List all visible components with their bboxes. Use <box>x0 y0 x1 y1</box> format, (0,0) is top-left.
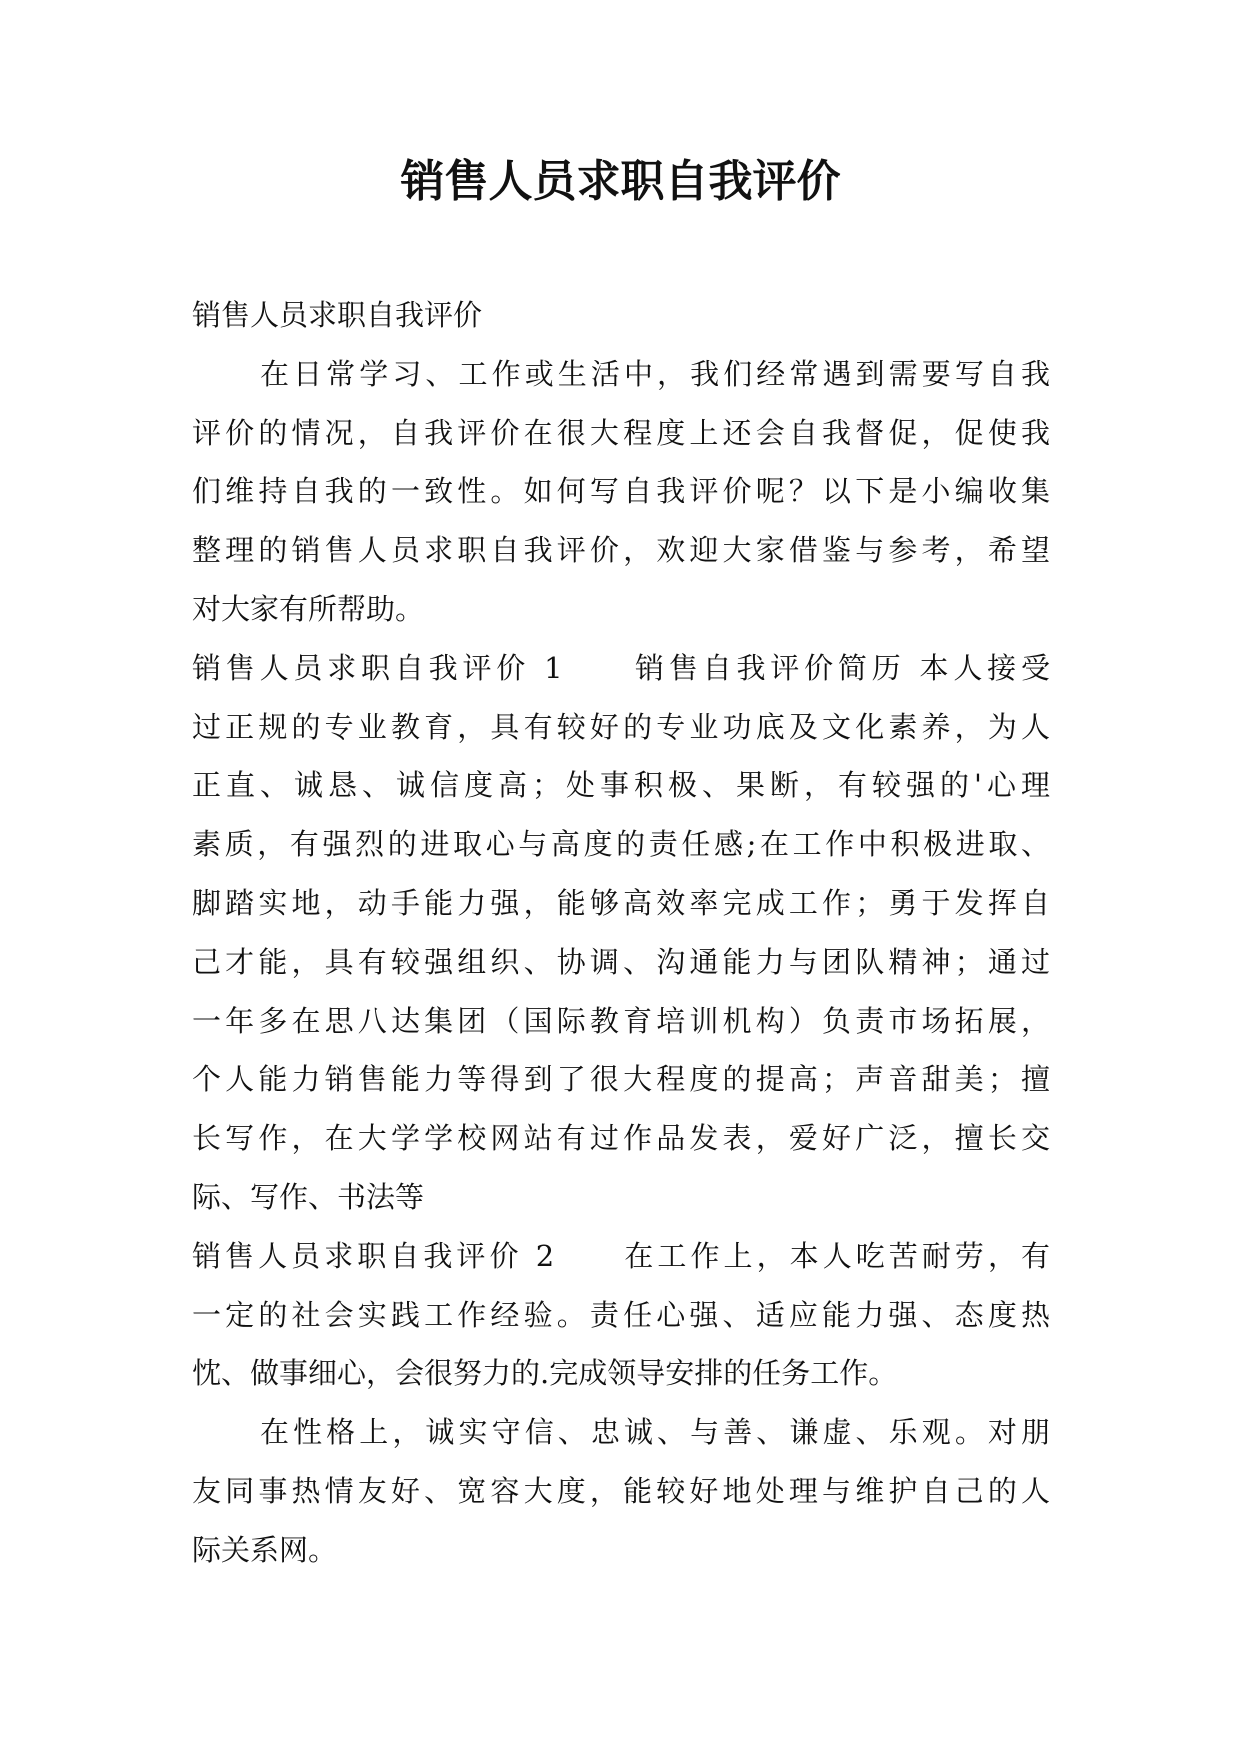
evaluation-2-paragraph <box>192 1227 1050 1403</box>
text-line: 整理的销售人员求职自我评价，欢迎大家借鉴与参考，希望 <box>192 533 1050 568</box>
text-line: 销售人员求职自我评价 1 销售自我评价简历 本人接受 <box>192 650 1050 685</box>
text-line: 销售人员求职自我评价 2 在工作上，本人吃苦耐劳，有 <box>192 1238 1050 1273</box>
text-line: 在性格上，诚实守信、忠诚、与善、谦虚、乐观。对朋 <box>260 1415 1050 1450</box>
text-line: 销售人员求职自我评价 <box>192 298 483 332</box>
text-line: 在日常学习、工作或生活中，我们经常遇到需要写自我 <box>260 356 1050 391</box>
intro-heading-paragraph <box>192 286 1050 345</box>
document-body <box>192 286 1050 1580</box>
character-paragraph <box>192 1403 1050 1579</box>
text-line: 正直、诚恳、诚信度高；处事积极、果断，有较强的'心理 <box>192 768 1050 803</box>
text-line: 脚踏实地，动手能力强，能够高效率完成工作；勇于发挥自 <box>192 885 1050 920</box>
text-line: 对大家有所帮助。 <box>192 591 425 626</box>
evaluation-1-paragraph <box>192 639 1050 1227</box>
text-line: 个人能力销售能力等得到了很大程度的提高；声音甜美；擅 <box>192 1062 1050 1097</box>
text-line: 素质，有强烈的进取心与高度的责任感;在工作中积极进取、 <box>192 827 1050 862</box>
text-line: 过正规的专业教育，具有较好的专业功底及文化素养，为人 <box>192 709 1050 744</box>
text-line: 际、写作、书法等 <box>192 1179 425 1214</box>
text-line: 友同事热情友好、宽容大度，能较好地处理与维护自己的人 <box>192 1473 1050 1508</box>
intro-paragraph <box>192 345 1050 639</box>
text-line: 长写作，在大学学校网站有过作品发表，爱好广泛，擅长交 <box>192 1121 1050 1156</box>
text-line: 们维持自我的一致性。如何写自我评价呢？以下是小编收集 <box>192 474 1050 509</box>
text-line: 评价的情况，自我评价在很大程度上还会自我督促，促使我 <box>192 415 1050 450</box>
text-line: 际关系网。 <box>192 1532 338 1567</box>
text-line: 己才能，具有较强组织、协调、沟通能力与团队精神；通过 <box>192 944 1050 979</box>
text-line: 一年多在思八达集团（国际教育培训机构）负责市场拓展， <box>192 1003 1050 1038</box>
text-line: 一定的社会实践工作经验。责任心强、适应能力强、态度热 <box>192 1297 1050 1332</box>
page-title: 销售人员求职自我评价 <box>400 156 841 207</box>
text-line: 忱、做事细心，会很努力的.完成领导安排的任务工作。 <box>192 1356 898 1391</box>
